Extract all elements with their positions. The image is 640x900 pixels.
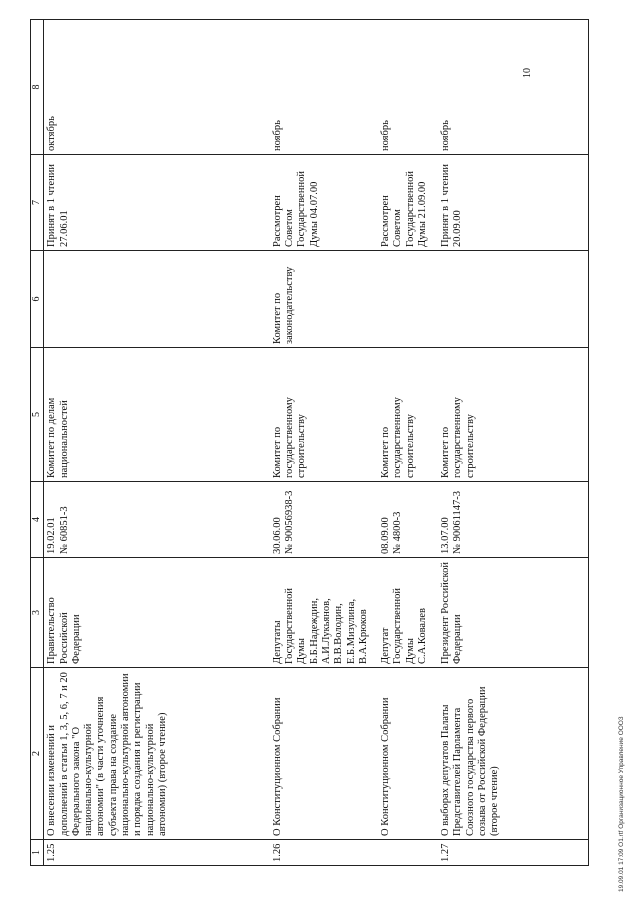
column-header: 5: [31, 348, 44, 482]
planned-month: октябрь: [44, 20, 270, 155]
page-footer: 19.09.01 17:09 O1.rtf Организационное Управление ООО3: [618, 716, 625, 892]
column-header: 7: [31, 155, 44, 251]
planned-month: ноябрь: [378, 20, 438, 155]
co-executor-committee: Комитет по законодательству: [270, 251, 378, 348]
bill-title: О выборах депутатов Палаты Представителей Парламента Союзного государства первого созыва от Российской Федерации (второе чтение): [438, 668, 588, 840]
column-header: 3: [31, 558, 44, 668]
row-number: [378, 840, 438, 866]
column-header: 1: [31, 840, 44, 866]
table-row: [438, 20, 588, 866]
bill-author: Президент Российской Федерации: [438, 558, 588, 668]
planned-month: ноябрь: [270, 20, 378, 155]
responsible-committee: Комитет по делам национальностей: [44, 348, 270, 482]
bill-author: Депутат Государственной Думы С.А.Ковалев: [378, 558, 438, 668]
bill-status: Принят в 1 чтении 20.09.00: [438, 155, 588, 251]
table-row: [270, 20, 378, 866]
bill-title: О Конституционном Собрании: [378, 668, 438, 840]
column-header: 6: [31, 251, 44, 348]
responsible-committee: Комитет по государственному строительству: [378, 348, 438, 482]
co-executor-committee: [378, 251, 438, 348]
legislation-plan-table: [30, 19, 589, 866]
responsible-committee: Комитет по государственному строительству: [270, 348, 378, 482]
table-row: [44, 20, 270, 866]
responsible-committee: Комитет по государственному строительству: [438, 348, 588, 482]
registration-date-number: 13.07.00 № 90061147-3: [438, 482, 588, 558]
co-executor-committee: [44, 251, 270, 348]
column-header: 2: [31, 668, 44, 840]
row-number: 1.27: [438, 840, 588, 866]
page-number: 10: [522, 68, 533, 78]
co-executor-committee: [438, 251, 588, 348]
bill-status: Рассмотрен Советом Государственной Думы 21.09.00: [378, 155, 438, 251]
column-number-header-row: [31, 20, 44, 866]
bill-status: Рассмотрен Советом Государственной Думы 04.07.00: [270, 155, 378, 251]
column-header: 4: [31, 482, 44, 558]
bill-status: Принят в 1 чтении 27.06.01: [44, 155, 270, 251]
registration-date-number: 30.06.00 № 90056938-3: [270, 482, 378, 558]
row-number: 1.26: [270, 840, 378, 866]
registration-date-number: 19.02.01 № 60851-3: [44, 482, 270, 558]
bill-author: Правительство Российской Федерации: [44, 558, 270, 668]
planned-month: ноябрь: [438, 20, 588, 155]
registration-date-number: 08.09.00 № 4800-3: [378, 482, 438, 558]
bill-title: О внесении изменений и дополнений в статьи 1, 3, 5, 6, 7 и 20 Федерального закона "О национально-культурной автономии" (в части уточнения субъекта права на создание национально-культурной автономии и порядка создания и регистрации национально-культурной автономии) (второе чтение): [44, 668, 270, 840]
row-number: 1.25: [44, 840, 270, 866]
column-header: 8: [31, 20, 44, 155]
bill-author: Депутаты Государственной Думы Б.Б.Надеждин, А.И.Лукьянов, В.В.Володин, Е.Б.Мизулина, В.А.Крюков: [270, 558, 378, 668]
bill-title: О Конституционном Собрании: [270, 668, 378, 840]
table-row: [378, 20, 438, 866]
